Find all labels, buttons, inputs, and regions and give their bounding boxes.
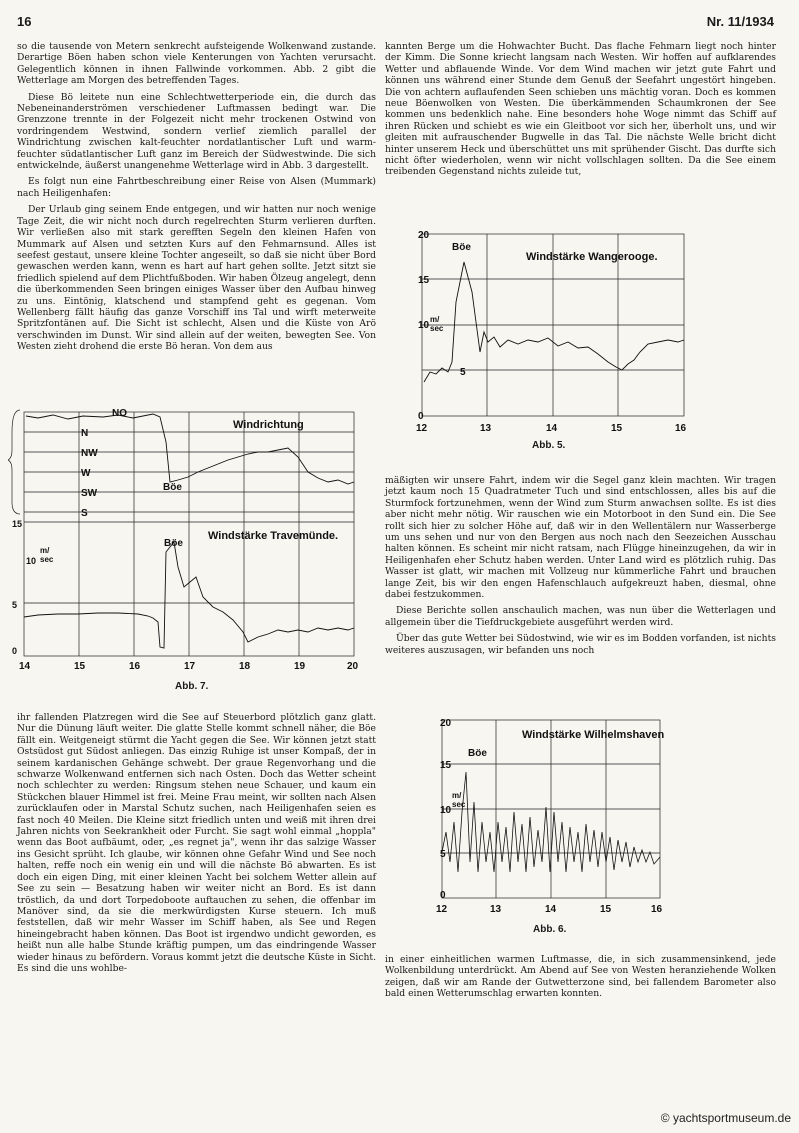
y-tick: 15 [12, 519, 23, 529]
chart-title-direction: Windrichtung [233, 419, 304, 431]
x-tick: 20 [347, 661, 359, 672]
y-tick: 10 [26, 556, 37, 566]
y-tick: 0 [12, 646, 18, 656]
left-column-bottom [17, 712, 376, 979]
issue-number: Nr. 11/1934 [706, 14, 774, 29]
x-tick: 13 [490, 904, 502, 915]
dir-label-no: NO [112, 408, 127, 419]
chart-title: Windstärke Wilhelmshaven [522, 729, 665, 741]
paragraph: Diese Bö leitete nun eine Schlechtwetterperiode ein, die durch das Nebeneinanderströmen verschiedener Luftmassen bedingt war. Die Grenzzone trennte in der Folgezeit nicht mehr trockenen Ostwind von vordringendem Westwind, sondern verlief ziemlich parallel der Windrichtung zwischen kalt-feuchter nordatlantischer Luft und warm-feuchter südatlantischer Luft ganz im Bereich der Südwestwinde. Die sich entwickelnde, äußerst unangenehme Wetterlage wird in Abb. 3 dargestellt. [17, 91, 376, 172]
y-tick: 10 [440, 805, 452, 816]
boe-label: Böe [163, 482, 182, 493]
caption-abb6: Abb. 6. [533, 924, 567, 935]
x-tick: 14 [19, 661, 31, 672]
dir-label-sw: SW [81, 488, 98, 499]
left-column-top [17, 41, 376, 358]
y-tick: 15 [440, 760, 452, 771]
paragraph: Diese Berichte sollen anschaulich machen, was nun über die Wetterlagen und allgemein über die Tiefdruckgebiete ausgeführt werden wird. [385, 605, 776, 628]
caption-abb5: Abb. 5. [532, 440, 566, 451]
y-tick: 0 [440, 890, 446, 901]
x-tick: 16 [651, 904, 663, 915]
x-tick: 12 [416, 423, 428, 434]
unit-label: m/ [40, 546, 50, 555]
boe-label: Böe [164, 538, 183, 549]
dir-label-n: N [81, 428, 89, 439]
x-tick: 12 [436, 904, 448, 915]
paragraph: Es folgt nun eine Fahrtbeschreibung einer Reise von Alsen (Mummark) nach Heiligenhafen: [17, 176, 376, 199]
brace [8, 410, 20, 514]
x-tick: 19 [294, 661, 306, 672]
chart-title: Windstärke Wangerooge. [526, 251, 658, 263]
boe-label: Böe [468, 748, 487, 759]
right-column-middle [385, 475, 776, 661]
watermark: © yachtsportmuseum.de [660, 1111, 791, 1125]
figure-abb7 [8, 402, 378, 674]
page-number: 16 [17, 14, 32, 29]
x-tick: 17 [184, 661, 196, 672]
boe-label: Böe [452, 242, 471, 253]
paragraph: in einer einheitlichen warmen Luftmasse, die, in sich zusammensinkend, jede Wolkenbildung unterdrückt. Am Abend auf See von Westen heranziehende Wolken zeigen, daß wir am Rande der Gutwetterzone sind, bei fallendem Barometer also bald einen Wetterumschlag erwarten konnten. [385, 954, 776, 1000]
right-column-top [385, 41, 776, 183]
right-column-bottom [385, 954, 776, 1005]
figure-abb5 [408, 222, 694, 434]
caption-abb7: Abb. 7. [175, 681, 209, 692]
x-tick: 16 [675, 423, 687, 434]
unit-label: m/ [430, 315, 440, 324]
paragraph: ihr fallenden Platzregen wird die See auf Steuerbord plötzlich ganz glatt. Nur die Dünung läuft weiter. Die glatte Stelle kommt schnell näher, die Böe fällt ein. Weitgeneigt stürmt die Yacht gegen die See. Wir können jetzt statt Ostsüdost gut Südost anliegen. Das einzig Ruhige ist unser Kompaß, der in seinem kardanischen Gehänge schwebt. Der graue Regenvorhang und die schwarze Wolkenwand entfernen sich nach Osten. Doch das Wetter scheint noch schlechter zu werden: Ringsum stehen neue Schauer, und kaum ein Stückchen blauer Himmel ist frei. Meine Frau meint, wir sollten nach Alsen zurücklaufen oder in Marstal Schutz suchen, nach Heiligenhafen seien es fast noch 40 Meilen. Die Kleine sitzt friedlich unten und weiß mit ihren drei Jahren nichts von Seekrankheit oder Furcht. Sie sagt wohl einmal „hoppla" wenn das Boot aufbäumt, oder, „es regnet ja", wenn ihr das salzige Wasser ins Gesicht sprüht. Ich glaube, wir können ohne Gefahr Wind und See noch halten, reffe noch ein wenig ein und will die nächste Bö abwarten. Es ist doch ein eigen Ding, mit einer kleinen Yacht bei solchem Wetter allein auf See zu sein — Besatzung haben wir weiter nicht an Bord. Es ist dann tröstlich, da und dort Torpedoboote auftauchen zu sehen, die offenbar im Manöver sind, da sie die merkwürdigsten Kurse steuern. Ich muß feststellen, daß wir mehr Wasser im Schiff haben, als See und Regen hineingebracht haben können. Das Boot ist irgendwo undicht geworden, es heißt nun alle halbe Stunde kräftig pumpen, um das eindringende Wasser wieder hinaus zu befördern. Voraus kommt jetzt die deutsche Küste in Sicht. Es sind die uns wohlbe- [17, 712, 376, 974]
paragraph: Über das gute Wetter bei Südostwind, wie wir es im Bodden vorfanden, ist nichts weiteres auszusagen, wir befanden uns noch [385, 633, 776, 656]
x-tick: 14 [546, 423, 558, 434]
y-tick: 20 [418, 230, 430, 241]
wind-direction-trace [26, 414, 354, 484]
paragraph: kannten Berge um die Hohwachter Bucht. Das flache Fehmarn liegt noch hinter der Kimm. Die Sonne kriecht langsam nach Westen. Wir hoffen auf aufklarendes Wetter und abflauende Winde. Vor dem Wind machen wir jetzt gute Fahrt und können uns während einer Stunde dem Genuß der Seefahrt ungestört hingeben. Die von achtern auflaufenden Seen schieben uns mächtig voran. Doch es kommen neue Böenwolken von Westen. Die überkämmenden Schaumkronen der See kommen uns bedenklich nahe. Eine besonders hohe Woge nimmt das Schiff auf ihren Rücken und schiebt es wie ein Gleitboot vor sich her, überholt uns, und wir gleiten mit aufrauschender Bugwelle in das Tal. Die nächste Welle bricht dicht hinter unserem Heck und überschüttet uns mit sprühender Gischt. Das durfte sich nicht öfter wiederholen, wenn wir nicht vollschlagen sollten. Da die See einem treibenden Gegenstand nichts zuleide tut, [385, 41, 776, 178]
unit-label: sec [452, 800, 466, 809]
x-tick: 15 [74, 661, 86, 672]
figure-abb6 [430, 712, 670, 916]
paragraph: Der Urlaub ging seinem Ende entgegen, und wir hatten nur noch wenige Tage Zeit, die wir nicht noch durch regelrechten Sturm verlieren durften. Wir verließen also mit stark gerefften Segeln den kleinen Hafen von Mummark auf Alsen und setzten Kurs auf den Fehmarnsund. Alles ist seefest gestaut, unsere kleine Tochter angeseilt, so daß sie nicht über Bord gewaschen werden kann, wenn es hart auf hart gehen sollte. Jetzt sitzt sie friedlich spielend auf dem Plichtfußboden. Wir haben Ölzeug angelegt, denn die überkommenden Seen bringen einiges Wasser über den Aufbau hinweg zu uns. Eintönig, klatschend und stampfend geht es gegenan. Vom Wellenberg fällt häufig das ganze Vorschiff ins Tal und wirft meterweite Spritzfontänen auf. Die Sicht ist schlecht, Alsen und die Küste von Arö verschwinden im Dunst. Wir sind allein auf der weiten, bewegten See. Von Westen zieht drohend die erste Bö heran. Von dem aus [17, 204, 376, 353]
y-tick: 5 [12, 600, 18, 610]
unit-label: sec [40, 555, 54, 564]
dir-label-nw: NW [81, 448, 98, 459]
unit-label: sec [430, 324, 444, 333]
x-tick: 14 [545, 904, 557, 915]
y-tick: 0 [418, 411, 424, 422]
x-tick: 16 [129, 661, 141, 672]
y-tick: 15 [418, 275, 430, 286]
x-tick: 15 [600, 904, 612, 915]
y-tick: 5 [460, 367, 466, 378]
chart-title-speed: Windstärke Travemünde. [208, 530, 339, 542]
y-tick: 20 [440, 718, 452, 729]
dir-label-w: W [81, 468, 91, 479]
unit-label: m/ [452, 791, 462, 800]
x-tick: 18 [239, 661, 251, 672]
y-tick: 10 [418, 320, 430, 331]
paragraph: mäßigten wir unsere Fahrt, indem wir die Segel ganz klein machten. Wir tragen jetzt kaum noch 15 Quadratmeter Tuch und sind entschlossen, alles bis auf die Sturmfock fortzunehmen, wenn der Wind zum Sturm anwachsen sollte. Es ist dies aber nicht mehr nötig. Wir rauschen wie ein Motorboot in den Sund ein. Die See rollt sich hier zu solcher Höhe auf, daß wir in den Wellentälern nur Wasserberge um uns sehen und nur von den Bergen aus noch nach den Seezeichen Ausschau halten können. Es scheint mir nicht ratsam, nach Flügge hineinzugehen, da wir in Heiligenhafen eher Schutz haben werden. Unter Land wird es plötzlich ruhig. Das Wasser ist glatt, wir machen mit Vollzeug nur kümmerliche Fahrt und brauchen lange Zeit, bis wir den engen Hafenschlauch aufgekreuzt haben, diesmal, ohne dabei festzukommen. [385, 475, 776, 601]
x-tick: 13 [480, 423, 492, 434]
x-tick: 15 [611, 423, 623, 434]
dir-label-s: S [81, 508, 88, 519]
y-tick: 5 [440, 849, 446, 860]
paragraph: so die tausende von Metern senkrecht aufsteigende Wolkenwand zustande. Derartige Böen haben schon viele Kenterungen von Yachten verursacht. Gelegentlich können in ihnen Fallwinde vorkommen. Abb. 2 gibt die Wetterlage am Morgen des betreffenden Tages. [17, 41, 376, 87]
wind-speed-trace [424, 262, 684, 382]
